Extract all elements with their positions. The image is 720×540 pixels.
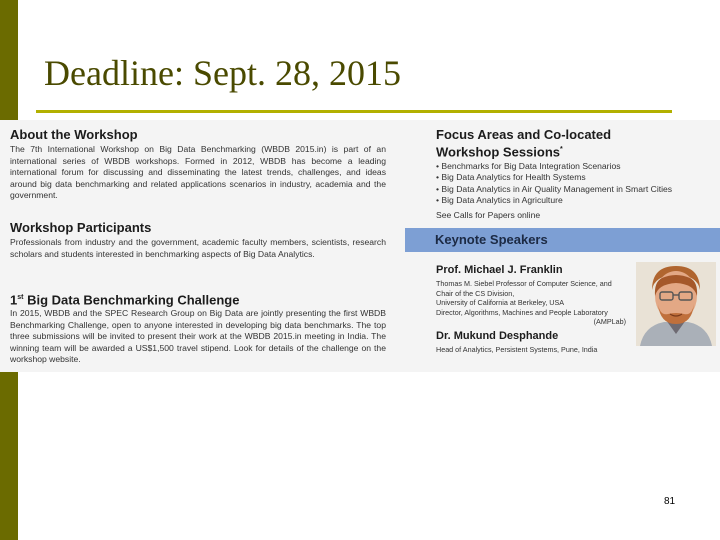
slide-title: Deadline: Sept. 28, 2015 bbox=[44, 53, 401, 93]
focus-heading-line2: Workshop Sessions bbox=[436, 144, 561, 160]
speaker1-line: (AMPLab) bbox=[593, 317, 626, 327]
challenge-heading-ordinal: st bbox=[17, 294, 24, 301]
focus-item: • Big Data Analytics in Air Quality Management in Smart Cities bbox=[436, 184, 716, 195]
speaker1-affiliation bbox=[436, 279, 626, 327]
focus-heading-line1: Focus Areas and Co-located bbox=[436, 127, 612, 142]
participants-text: Professionals from industry and the government, academic faculty members, scientists, research scholars and students interested in benchmarking aspects of Big Data Analytics. bbox=[10, 237, 386, 259]
focus-item: • Big Data Analytics for Health Systems bbox=[436, 172, 716, 183]
speaker1-line: Chair of the CS Division, bbox=[436, 288, 515, 298]
speaker2-affiliation: Head of Analytics, Persistent Systems, Pune, India bbox=[436, 345, 598, 354]
focus-heading-mark: * bbox=[560, 146, 563, 153]
speaker1-line: Director, Algorithms, Machines and People Laboratory bbox=[436, 307, 608, 317]
keynote-heading: Keynote Speakers bbox=[435, 232, 548, 247]
focus-item: • Big Data Analytics in Agriculture bbox=[436, 195, 716, 206]
speaker2-name: Dr. Mukund Desphande bbox=[436, 330, 559, 342]
participants-heading: Workshop Participants bbox=[10, 220, 152, 235]
speaker1-name: Prof. Michael J. Franklin bbox=[436, 264, 563, 276]
speaker1-line: University of California at Berkeley, USA bbox=[436, 298, 565, 308]
about-heading: About the Workshop bbox=[10, 127, 138, 142]
about-text: The 7th International Workshop on Big Data Benchmarking (WBDB 2015.in) is part of an international series of WBDB workshops. Formed in 2012, WBDB has become a leading international forum for discussing and disseminating the latest trends, challenges, and ideas around big data benchmarking and related applications scenarios in industry, academia and the government. bbox=[10, 144, 386, 201]
challenge-heading-text: Big Data Benchmarking Challenge bbox=[23, 292, 240, 308]
challenge-text: In 2015, WBDB and the SPEC Research Group on Big Data are jointly presenting the first WBDB Benchmarking Challenge, open to anyone interested in developing big data benchmarks. The top three submissions will be invited to present their work at the WBDB 2015.in meeting in India. The winning team will be awarded a US$1,500 travel stipend. Look for details of the challenge on the workshop website. bbox=[10, 308, 386, 365]
focus-heading bbox=[436, 127, 611, 159]
speaker1-line: Thomas M. Siebel Professor of Computer Science, and bbox=[436, 279, 612, 288]
challenge-heading bbox=[10, 290, 239, 307]
page-number: 81 bbox=[664, 496, 676, 507]
speaker-photo bbox=[636, 262, 716, 346]
focus-item: • Benchmarks for Big Data Integration Scenarios bbox=[436, 161, 716, 172]
focus-list bbox=[436, 161, 716, 207]
keynote-banner bbox=[405, 228, 720, 252]
challenge-heading-number: 1 bbox=[10, 292, 18, 308]
title-underline bbox=[36, 110, 672, 113]
focus-footer: See Calls for Papers online bbox=[436, 210, 541, 220]
